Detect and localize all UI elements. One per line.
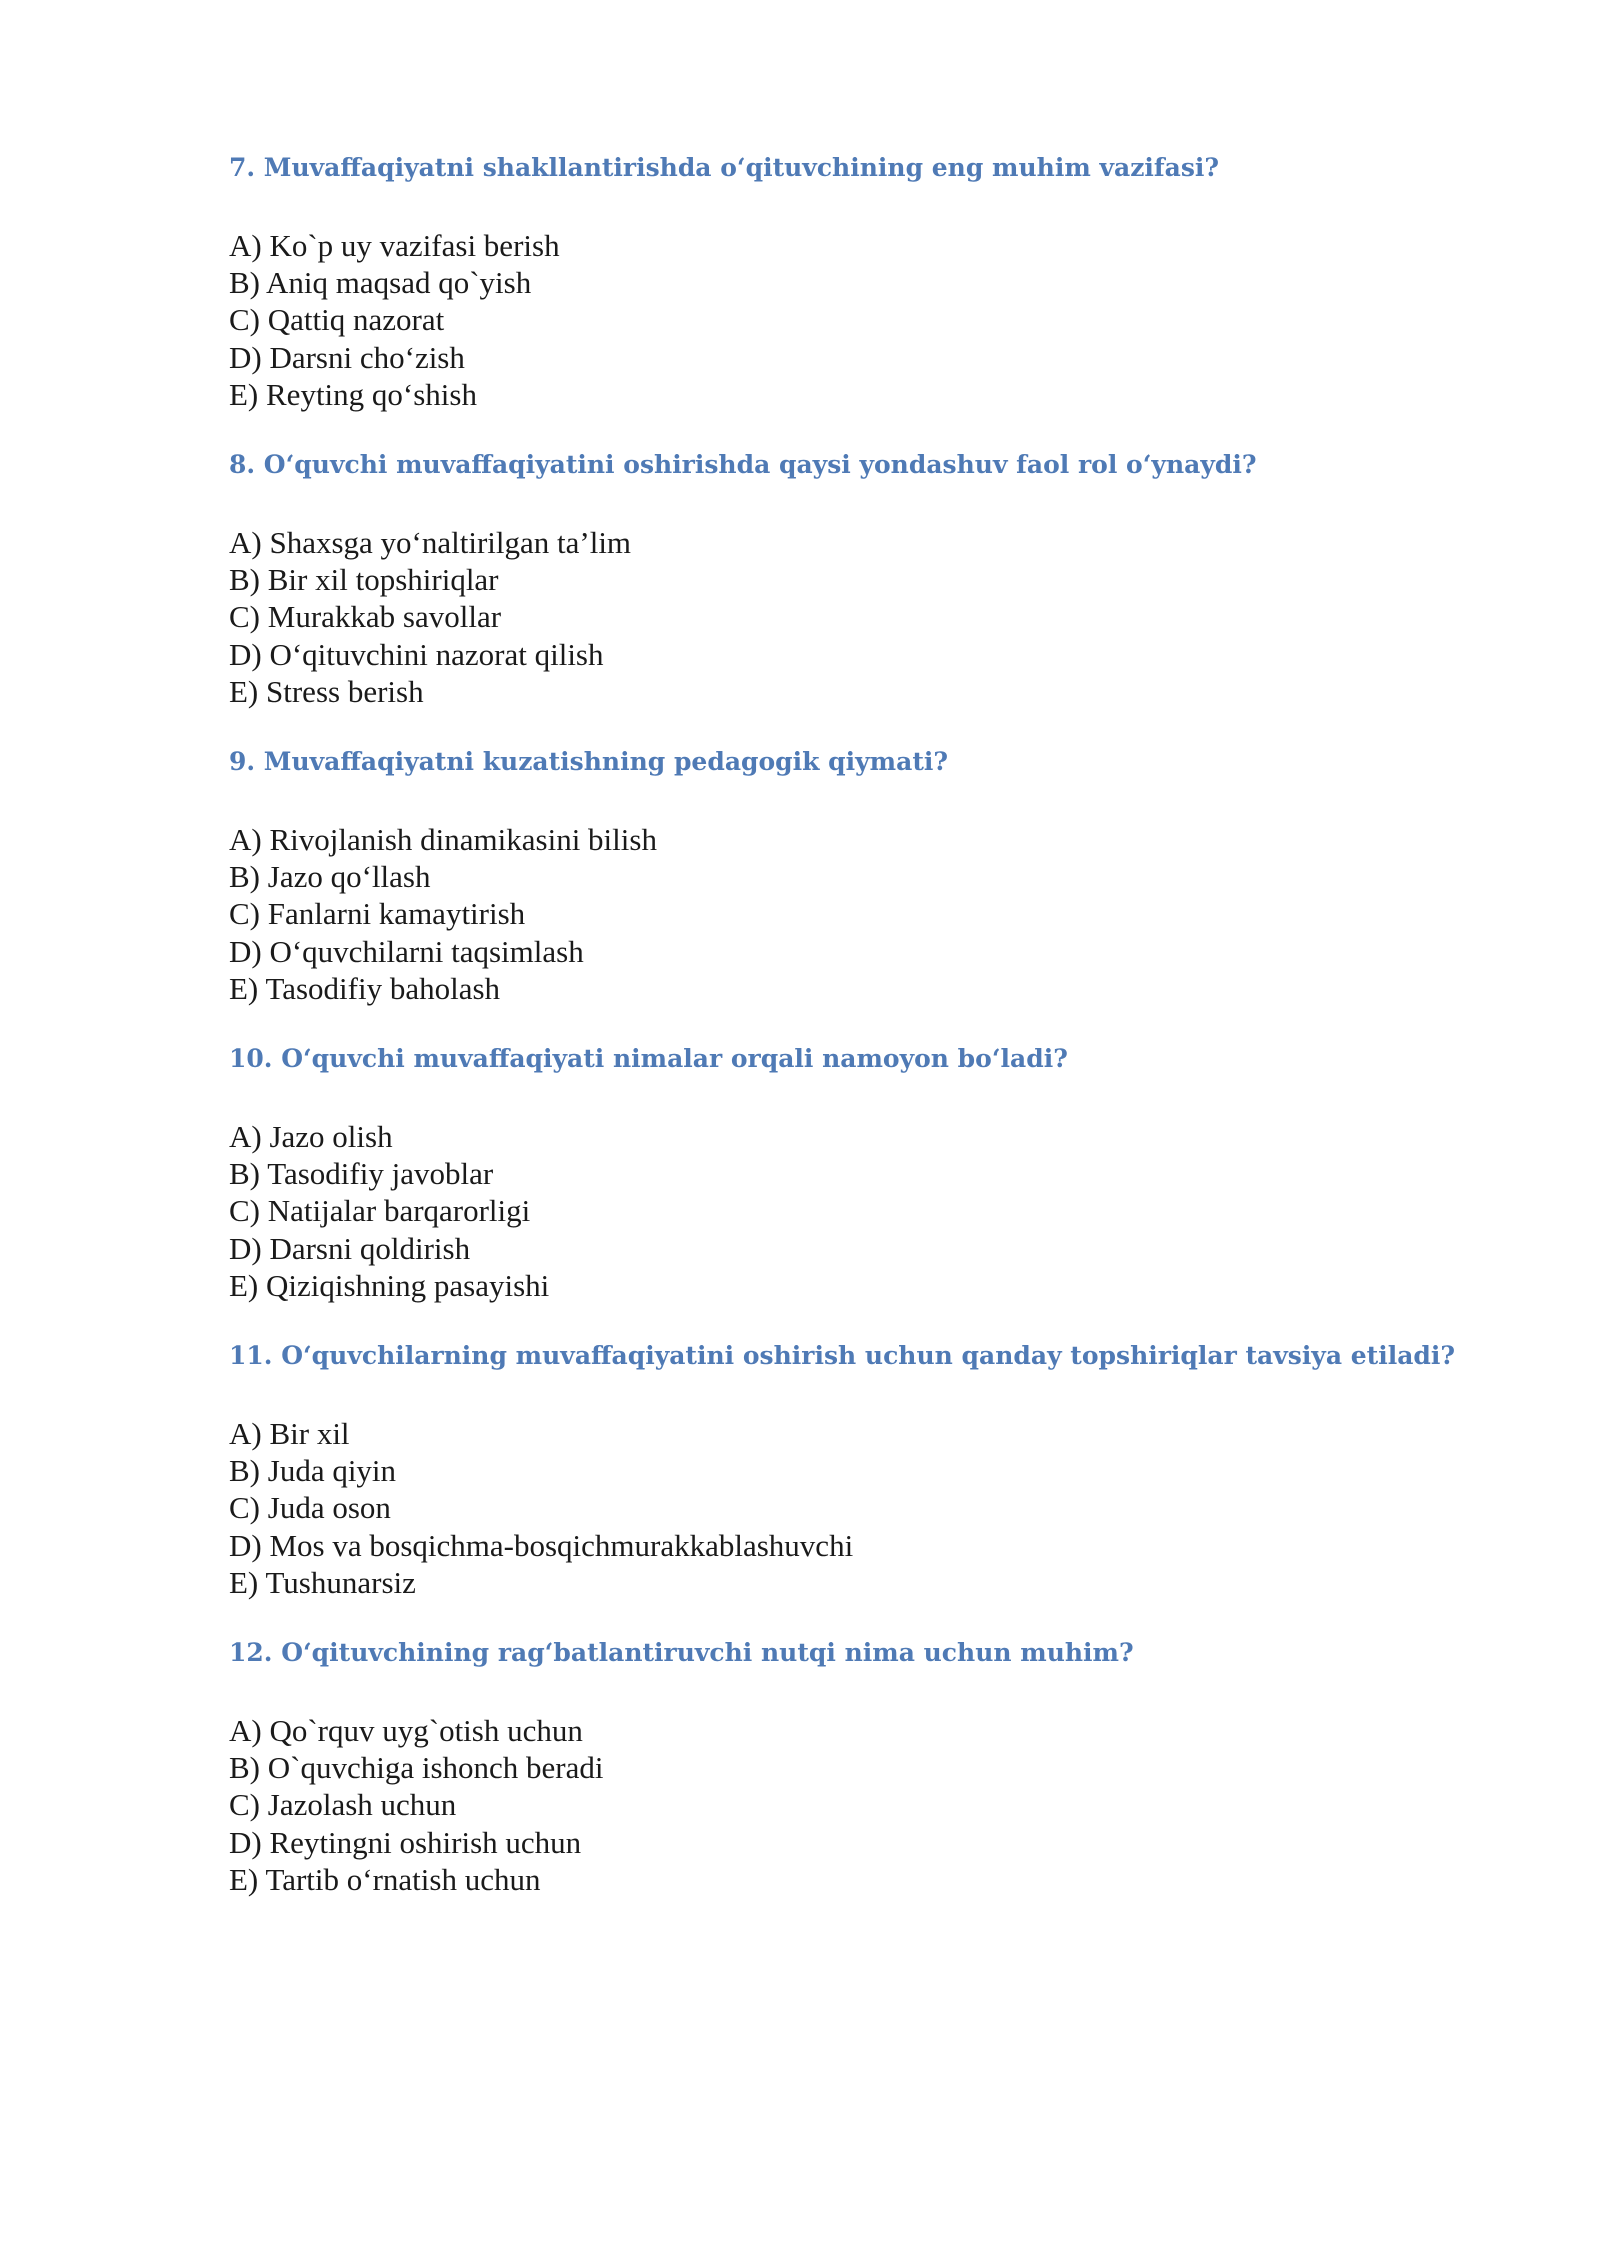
- answer-option-d: D) O‘qituvchini nazorat qilish: [229, 636, 604, 672]
- quiz-content: [229, 148, 1469, 1898]
- question-block-10: [229, 1039, 1469, 1304]
- answer-option-a: A) Rivojlanish dinamikasini bilish: [229, 822, 657, 858]
- question-title: 12. O‘qituvchining rag‘batlantiruvchi nutqi nima uchun muhim?: [229, 1638, 1134, 1668]
- answer-option-e: E) Tartib o‘rnatish uchun: [229, 1861, 541, 1897]
- answer-options: [229, 821, 1469, 1007]
- answer-option-c: C) Murakkab savollar: [229, 599, 502, 635]
- question-title: 11. O‘quvchilarning muvaffaqiyatini oshirish uchun qanday topshiriqlar tavsiya etiladi?: [229, 1341, 1456, 1371]
- answer-options: [229, 227, 1469, 413]
- question-title: 10. O‘quvchi muvaffaqiyati nimalar orqali namoyon bo‘ladi?: [229, 1044, 1068, 1074]
- answer-options: [229, 1712, 1469, 1898]
- answer-option-e: E) Reyting qo‘shish: [229, 376, 477, 412]
- answer-option-c: C) Juda oson: [229, 1490, 391, 1526]
- question-block-12: [229, 1633, 1469, 1898]
- question-block-11: [229, 1336, 1469, 1601]
- answer-option-d: D) Darsni cho‘zish: [229, 339, 465, 375]
- answer-option-b: B) Juda qiyin: [229, 1453, 397, 1489]
- answer-options: [229, 1118, 1469, 1304]
- answer-option-b: B) O`quvchiga ishonch beradi: [229, 1750, 604, 1786]
- answer-option-d: D) O‘quvchilarni taqsimlash: [229, 933, 584, 969]
- answer-option-d: D) Mos va bosqichma-bosqichmurakkablashuvchi: [229, 1527, 854, 1563]
- question-block-9: [229, 742, 1469, 1007]
- answer-option-a: A) Bir xil: [229, 1416, 350, 1452]
- question-title: 8. O‘quvchi muvaffaqiyatini oshirishda qaysi yondashuv faol rol o‘ynaydi?: [229, 450, 1257, 480]
- question-title: 9. Muvaffaqiyatni kuzatishning pedagogik qiymati?: [229, 747, 949, 777]
- answer-options: [229, 1415, 1469, 1601]
- answer-option-b: B) Tasodifiy javoblar: [229, 1156, 494, 1192]
- answer-option-a: A) Ko`p uy vazifasi berish: [229, 228, 560, 263]
- answer-option-d: D) Reytingni oshirish uchun: [229, 1824, 582, 1860]
- answer-option-c: C) Natijalar barqarorligi: [229, 1193, 531, 1229]
- answer-option-a: A) Shaxsga yo‘naltirilgan ta’lim: [229, 525, 632, 561]
- answer-option-d: D) Darsni qoldirish: [229, 1230, 471, 1266]
- answer-option-c: C) Fanlarni kamaytirish: [229, 896, 526, 932]
- question-block-8: [229, 445, 1469, 710]
- question-block-7: [229, 148, 1469, 413]
- answer-option-b: B) Bir xil topshiriqlar: [229, 562, 499, 598]
- answer-option-a: A) Jazo olish: [229, 1119, 393, 1155]
- question-title: 7. Muvaffaqiyatni shakllantirishda o‘qituvchining eng muhim vazifasi?: [229, 153, 1220, 182]
- answer-options: [229, 524, 1469, 710]
- answer-option-a: A) Qo`rquv uyg`otish uchun: [229, 1713, 583, 1749]
- answer-option-e: E) Stress berish: [229, 673, 424, 709]
- answer-option-c: C) Jazolash uchun: [229, 1787, 457, 1823]
- answer-option-e: E) Tushunarsiz: [229, 1564, 416, 1600]
- answer-option-e: E) Qiziqishning pasayishi: [229, 1267, 550, 1303]
- answer-option-c: C) Qattiq nazorat: [229, 302, 445, 338]
- answer-option-e: E) Tasodifiy baholash: [229, 970, 501, 1006]
- answer-option-b: B) Jazo qo‘llash: [229, 859, 431, 895]
- answer-option-b: B) Aniq maqsad qo`yish: [229, 265, 532, 301]
